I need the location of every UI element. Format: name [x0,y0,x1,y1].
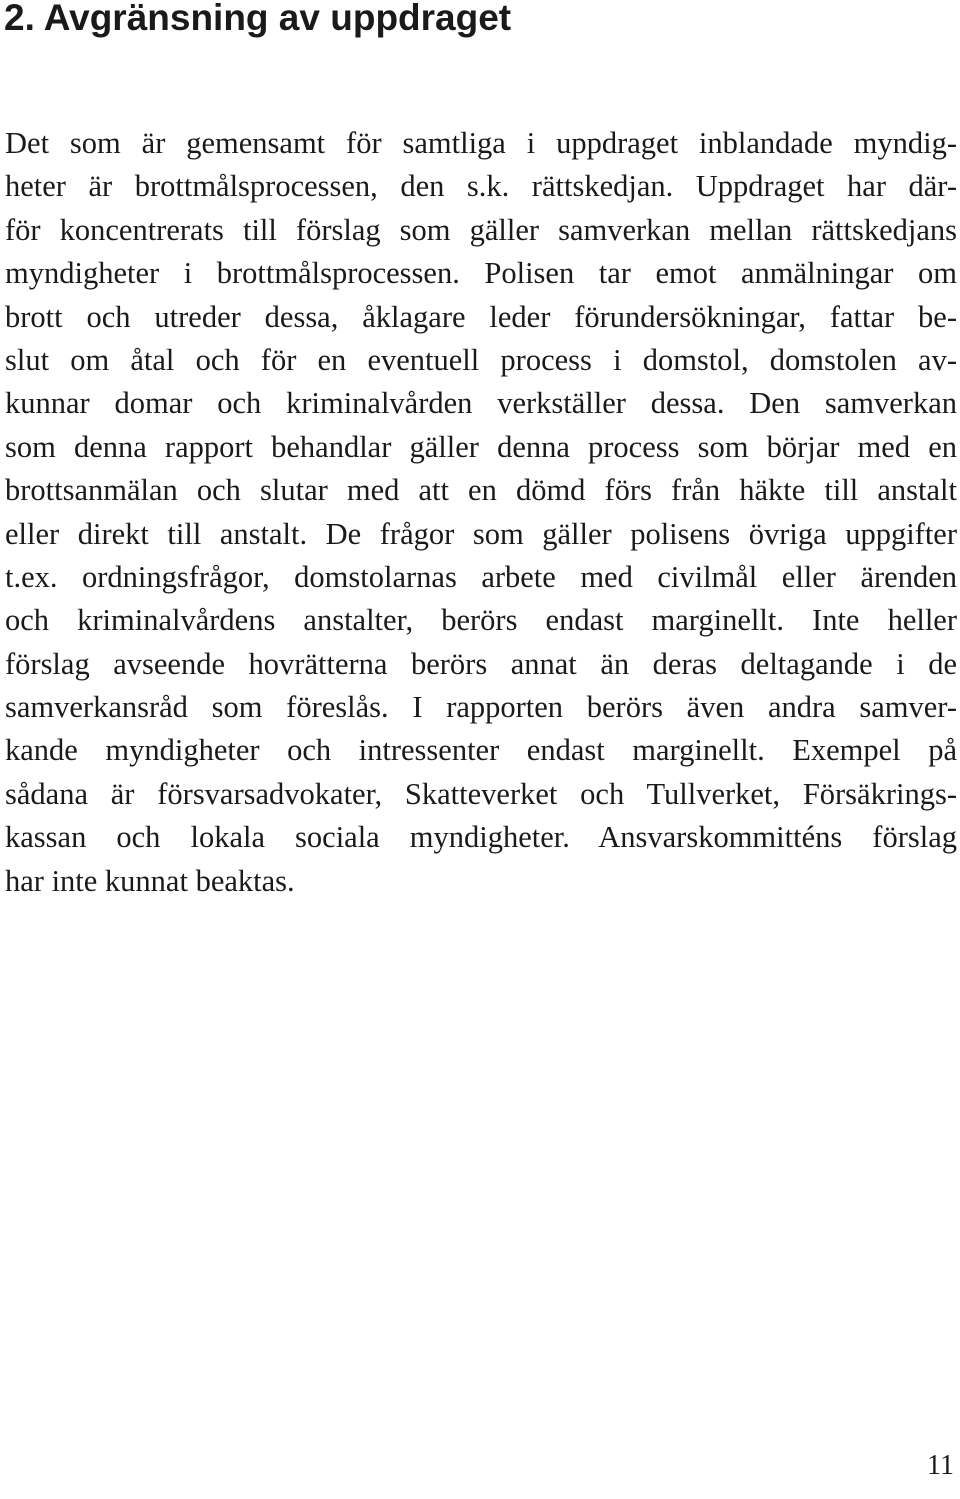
paragraph-line: kassan och lokala sociala myndigheter. Ansvarskommitténs förslag [5,820,957,855]
paragraph-line: myndigheter i brottmålsprocessen. Polisen tar emot anmälningar om [5,256,957,291]
paragraph-line: sådana är försvarsadvokater, Skatteverket och Tullverket, Försäkrings- [5,776,957,811]
paragraph-line: som denna rapport behandlar gäller denna process som börjar med en [5,429,957,464]
paragraph-line: t.ex. ordningsfrågor, domstolarnas arbete med civilmål eller ärenden [5,559,957,594]
paragraph-line: förslag avseende hovrätterna berörs annat än deras deltagande i de [5,646,957,681]
paragraph-line: heter är brottmålsprocessen, den s.k. rättskedjan. Uppdraget har där- [5,169,957,204]
paragraph-line: samverkansråd som föreslås. I rapporten berörs även andra samver- [5,690,957,725]
paragraph-line: brottsanmälan och slutar med att en dömd förs från häkte till anstalt [5,473,957,508]
page-number: 11 [927,1450,954,1481]
paragraph-line: Det som är gemensamt för samtliga i uppdraget inblandade myndig- [5,126,957,160]
paragraph-line: för koncentrerats till förslag som gäller samverkan mellan rättskedjans [5,212,957,247]
paragraph-line: slut om åtal och för en eventuell process i domstol, domstolen av- [5,342,957,377]
paragraph-line: kande myndigheter och intressenter endast marginellt. Exempel på [5,733,957,768]
paragraph-line: brott och utreder dessa, åklagare leder förundersökningar, fattar be- [5,299,957,334]
paragraph-line: eller direkt till anstalt. De frågor som gäller polisens övriga uppgifter [5,516,957,551]
paragraph-line: och kriminalvårdens anstalter, berörs endast marginellt. Inte heller [5,603,957,638]
paragraph-line: kunnar domar och kriminalvården verkställer dessa. Den samverkan [5,386,957,421]
body-paragraph [5,122,957,903]
paragraph-line: har inte kunnat beaktas. [5,863,295,898]
section-heading: 2. Avgränsning av uppdraget [4,0,512,38]
